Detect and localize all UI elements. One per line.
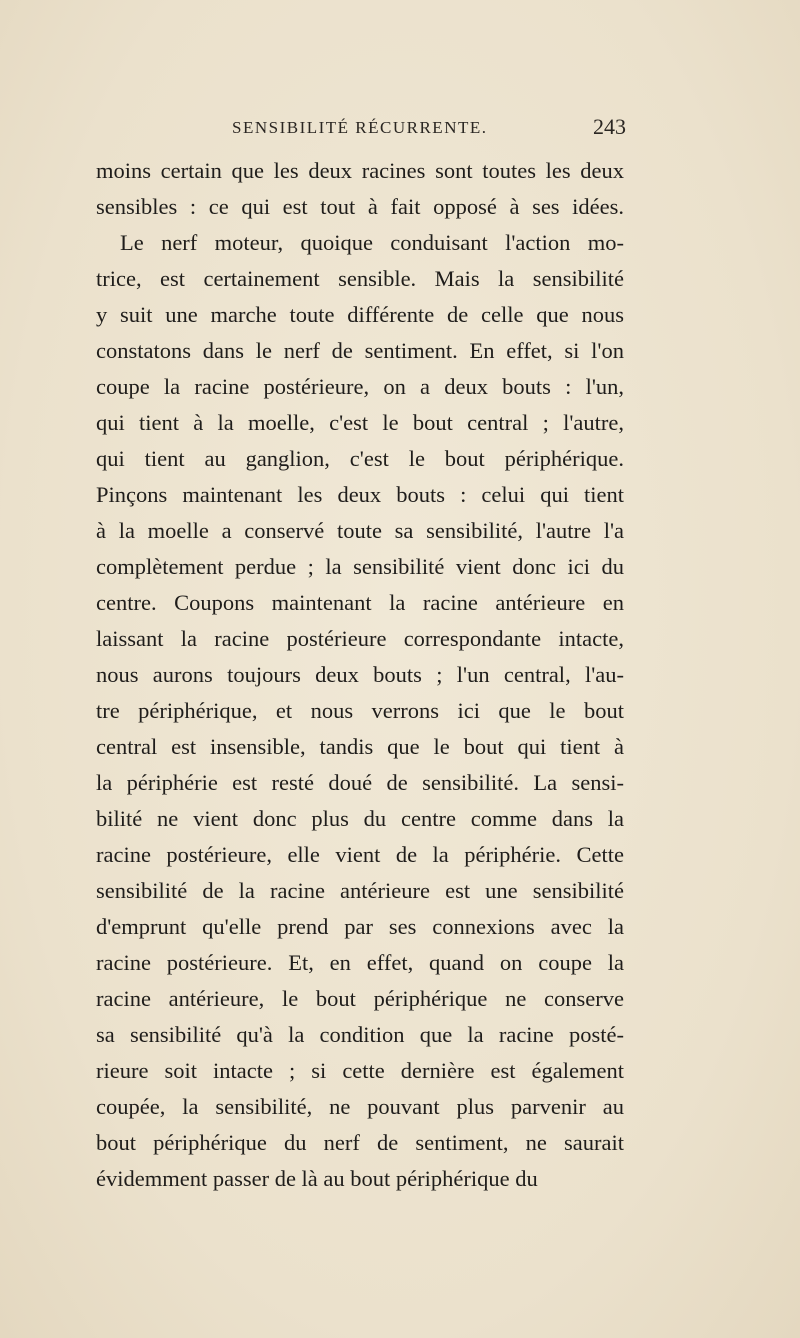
text-line: sensibles : ce qui est tout à fait opposé à ses idées. [96, 194, 625, 219]
text-line: évidemment passer de là au bout périphérique du [96, 1166, 538, 1191]
text-line: sa sensibilité qu'à la condition que la racine posté- [96, 1022, 624, 1047]
text-line: à la moelle a conservé toute sa sensibilité, l'autre l'a [96, 518, 624, 543]
text-line: nous aurons toujours deux bouts ; l'un central, l'au- [96, 662, 625, 687]
text-line: coupe la racine postérieure, on a deux bouts : l'un, [96, 374, 624, 399]
text-line: moins certain que les deux racines sont toutes les deux [96, 158, 625, 183]
text-line: bout périphérique du nerf de sentiment, ne saurait [96, 1130, 624, 1155]
text-line: qui tient à la moelle, c'est le bout central ; l'autre, [96, 410, 624, 435]
text-line: rieure soit intacte ; si cette dernière est également [96, 1058, 624, 1083]
text-line: trice, est certainement sensible. Mais la sensibilité [96, 266, 624, 291]
text-line: constatons dans le nerf de sentiment. En effet, si l'on [96, 338, 624, 363]
text-line: Le nerf moteur, quoique conduisant l'action mo- [120, 230, 624, 255]
text-line: la périphérie est resté doué de sensibilité. La sensi- [96, 770, 624, 795]
text-line: qui tient au ganglion, c'est le bout périphérique. [96, 446, 624, 471]
running-title: SENSIBILITÉ RÉCURRENTE. [232, 118, 488, 137]
text-line: Pinçons maintenant les deux bouts : celui qui tient [96, 482, 625, 507]
page-number: 243 [593, 114, 626, 139]
text-line: racine postérieure. Et, en effet, quand on coupe la [96, 950, 625, 975]
text-line: racine antérieure, le bout périphérique ne conserve [96, 986, 624, 1011]
running-head [0, 114, 800, 148]
text-line: coupée, la sensibilité, ne pouvant plus parvenir au [96, 1094, 624, 1119]
text-line: sensibilité de la racine antérieure est une sensibilité [96, 878, 624, 903]
text-line: bilité ne vient donc plus du centre comme dans la [96, 806, 625, 831]
text-line: d'emprunt qu'elle prend par ses connexions avec la [96, 914, 624, 939]
text-line: central est insensible, tandis que le bout qui tient à [96, 734, 624, 759]
text-line: racine postérieure, elle vient de la périphérie. Cette [96, 842, 624, 867]
text-line: laissant la racine postérieure correspondante intacte, [96, 626, 624, 651]
text-line: y suit une marche toute différente de celle que nous [96, 302, 624, 327]
text-line: tre périphérique, et nous verrons ici que le bout [96, 698, 624, 723]
text-line: centre. Coupons maintenant la racine antérieure en [96, 590, 625, 615]
text-line: complètement perdue ; la sensibilité vient donc ici du [96, 554, 624, 579]
